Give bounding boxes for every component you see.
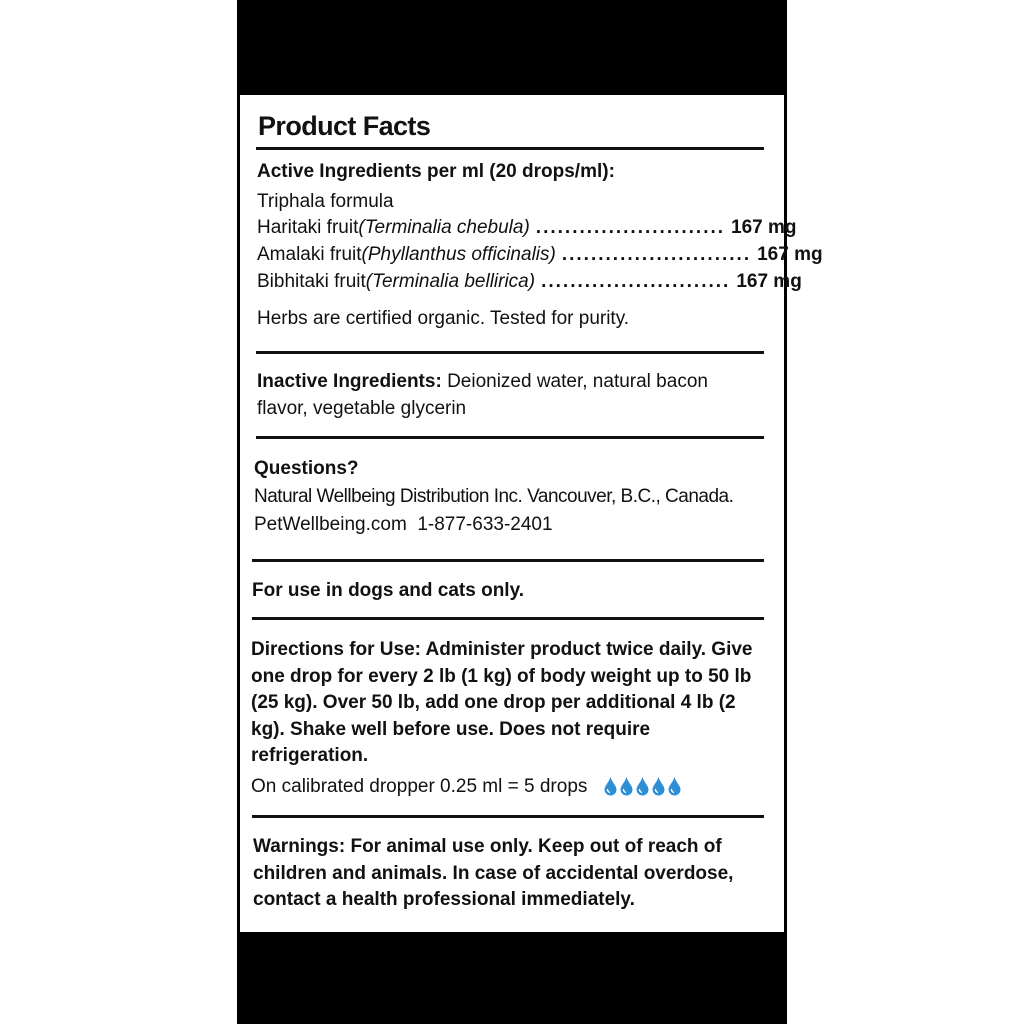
inactive-text: Deionized water, natural bacon flavor, vegetable glycerin xyxy=(257,371,708,419)
ingredient-row xyxy=(257,215,797,241)
active-ingredients-heading: Active Ingredients per ml (20 drops/ml): xyxy=(257,161,615,182)
ingredient-row xyxy=(257,269,802,295)
organic-note: Herbs are certified organic. Tested for purity. xyxy=(257,308,630,329)
ingredient-latin: (Terminalia chebula) xyxy=(358,217,530,238)
inactive-label: Inactive Ingredients: xyxy=(257,371,442,392)
bottom-black-band xyxy=(237,932,787,1024)
divider xyxy=(252,617,764,620)
contact-info: PetWellbeing.com 1-877-633-2401 xyxy=(254,514,553,535)
ingredient-name: Amalaki fruit xyxy=(257,244,362,265)
water-drop-icon xyxy=(651,776,666,796)
ingredient-latin: (Phyllanthus officinalis) xyxy=(361,244,556,265)
leader-dots: .......................... xyxy=(535,217,726,238)
ingredient-name: Bibhitaki fruit xyxy=(257,271,366,292)
dropper-line xyxy=(251,774,682,800)
ingredient-amount: 167 mg xyxy=(757,244,823,265)
warnings-label: Warnings: xyxy=(253,836,346,857)
panel-title: Product Facts xyxy=(258,111,431,141)
divider xyxy=(256,147,764,150)
drops-icon-group xyxy=(603,776,682,796)
top-black-band xyxy=(237,0,787,95)
inactive-ingredients xyxy=(257,369,757,422)
warnings-text: For animal use only. Keep out of reach of children and animals. In case of accidental overdose, contact a health professional immediately. xyxy=(253,836,734,910)
ingredient-amount: 167 mg xyxy=(731,217,797,238)
questions-label: Questions? xyxy=(254,458,359,479)
leader-dots: .......................... xyxy=(561,244,752,265)
directions-text: Directions for Use: Administer product twice daily. Give one drop for every 2 lb (1 kg) of body weight up to 50 lb (25 kg). Over 50 lb, add one drop per additional 4 lb (2 kg). Shake well before use. Does not require refrigeration. xyxy=(251,639,753,766)
divider xyxy=(252,815,764,818)
divider xyxy=(256,351,764,354)
divider xyxy=(252,559,764,562)
divider xyxy=(256,436,764,439)
ingredient-latin: (Terminalia bellirica) xyxy=(365,271,536,292)
product-facts-panel xyxy=(240,95,823,932)
water-drop-icon xyxy=(667,776,682,796)
water-drop-icon xyxy=(619,776,634,796)
ingredient-name: Haritaki fruit xyxy=(257,217,359,238)
warnings xyxy=(253,834,771,914)
ingredient-amount: 167 mg xyxy=(736,271,802,292)
company-address: Natural Wellbeing Distribution Inc. Vancouver, B.C., Canada. xyxy=(254,486,734,507)
formula-name: Triphala formula xyxy=(257,191,394,212)
water-drop-icon xyxy=(635,776,650,796)
ingredient-row xyxy=(257,242,823,268)
leader-dots: .......................... xyxy=(541,271,731,292)
usage-statement: For use in dogs and cats only. xyxy=(252,580,525,601)
dropper-text: On calibrated dropper 0.25 ml = 5 drops xyxy=(251,776,588,797)
water-drop-icon xyxy=(603,776,618,796)
